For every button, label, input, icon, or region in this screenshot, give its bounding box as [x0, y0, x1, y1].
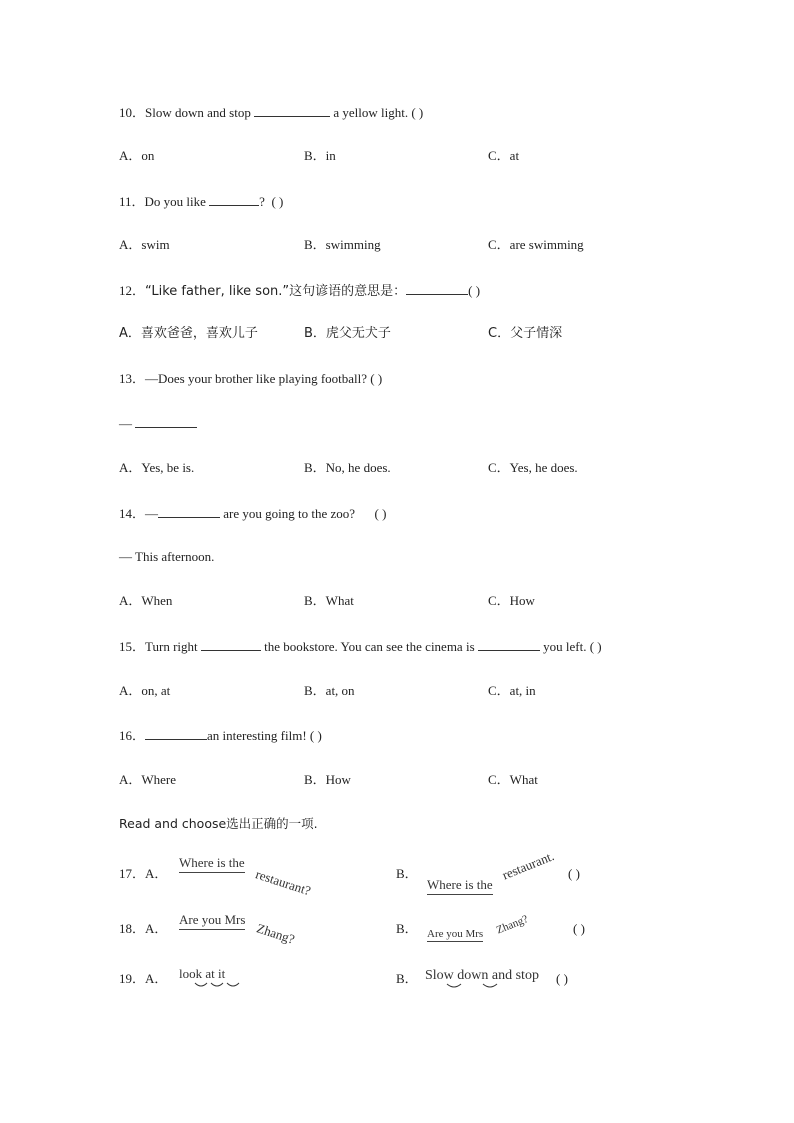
question-text: Do you like	[144, 194, 210, 209]
option-c[interactable]: C．How	[488, 593, 535, 608]
question-text: —Does your brother like playing football?	[145, 371, 368, 386]
question-text: —	[145, 506, 159, 521]
option-a[interactable]: A．swim	[119, 237, 170, 252]
question-number: 12．	[119, 283, 146, 298]
question-10	[119, 104, 423, 121]
question-text: ?	[259, 194, 265, 209]
answer-paren[interactable]: ( )	[271, 194, 284, 209]
answer-blank[interactable]	[158, 505, 220, 518]
question-19-label: 19．A．	[119, 971, 168, 986]
answer-paren[interactable]: ( )	[374, 506, 387, 521]
question-number: 15．	[119, 639, 146, 654]
answer-paren[interactable]: ( )	[309, 728, 322, 743]
answer-blank[interactable]	[478, 638, 540, 651]
option-b[interactable]: B．at, on	[304, 683, 355, 698]
handwriting-a-part2[interactable]: restaurant?	[253, 866, 313, 899]
option-a[interactable]: A．When	[119, 593, 173, 608]
option-b[interactable]: B．How	[304, 772, 351, 787]
question-number: 13．	[119, 371, 146, 386]
option-b[interactable]: B．No, he does.	[304, 460, 391, 475]
handwriting-b-part2[interactable]: restaurant.	[500, 848, 557, 883]
handwriting-a-part2[interactable]: Zhang?	[254, 920, 297, 947]
answer-paren[interactable]: ( )	[589, 639, 602, 654]
question-text: Turn right	[145, 639, 201, 654]
option-b[interactable]: B．虎父无犬子	[304, 326, 391, 341]
handwriting-b[interactable]	[425, 968, 539, 984]
answer-paren[interactable]: ( )	[370, 371, 383, 386]
question-number: 14．	[119, 506, 146, 521]
option-b[interactable]: B．swimming	[304, 237, 381, 252]
option-a[interactable]: A．on, at	[119, 683, 171, 698]
option-b-label: B．	[396, 921, 418, 936]
question-16	[119, 727, 322, 744]
option-c[interactable]: C．are swimming	[488, 237, 584, 252]
option-b[interactable]: B．in	[304, 148, 336, 163]
question-text: are you going to the zoo?	[220, 506, 356, 521]
question-text: an interesting film!	[207, 728, 307, 743]
handwriting-b-text: Slow down and stop	[425, 968, 539, 983]
option-c[interactable]: C．at	[488, 148, 520, 163]
liaison-marks-icon	[193, 982, 245, 990]
question-14	[119, 505, 386, 522]
question-12	[119, 282, 480, 300]
question-text: “Like father, like son.”这句谚语的意思是：	[145, 284, 407, 299]
answer-paren[interactable]: ( )	[568, 866, 580, 881]
question-11	[119, 193, 283, 210]
option-b-label: B．	[396, 971, 418, 986]
question-text: the bookstore. You can see the cinema is	[260, 639, 478, 654]
option-a[interactable]: A．Where	[119, 772, 177, 787]
question-text: a yellow light.	[330, 105, 409, 120]
option-c[interactable]: C．Yes, he does.	[488, 460, 578, 475]
option-a[interactable]: A．Yes, be is.	[119, 460, 195, 475]
option-c[interactable]: C．父子情深	[488, 326, 563, 341]
handwriting-a-part1[interactable]: Where is the	[179, 855, 245, 873]
answer-paren[interactable]: ( )	[573, 921, 585, 936]
option-a[interactable]: A．on	[119, 148, 155, 163]
question-number: 11．	[119, 194, 145, 209]
answer-blank[interactable]	[254, 104, 330, 117]
answer-paren[interactable]: ( )	[468, 283, 481, 298]
question-13	[119, 371, 382, 387]
option-b-label: B．	[396, 866, 418, 881]
question-text: Slow down and stop	[145, 105, 255, 120]
question-18-label: 18．A．	[119, 921, 168, 936]
reply-dash: —	[119, 416, 132, 431]
answer-paren[interactable]: ( )	[411, 105, 424, 120]
section-heading: Read and choose选出正确的一项.	[119, 816, 318, 831]
option-b[interactable]: B．What	[304, 593, 354, 608]
option-c[interactable]: C．What	[488, 772, 538, 787]
option-c[interactable]: C．at, in	[488, 683, 536, 698]
question-text: you left.	[539, 639, 587, 654]
reply-line: — This afternoon.	[119, 549, 215, 564]
answer-blank[interactable]	[406, 282, 468, 295]
liaison-marks-icon	[445, 983, 505, 991]
answer-blank[interactable]	[209, 193, 259, 206]
answer-paren[interactable]: ( )	[556, 971, 568, 986]
handwriting-a-part1[interactable]: Are you Mrs	[179, 912, 245, 930]
answer-blank[interactable]	[145, 727, 207, 740]
question-number: 16．	[119, 728, 146, 743]
question-number: 10．	[119, 105, 146, 120]
handwriting-b-part1[interactable]: Where is the	[427, 877, 493, 895]
handwriting-b-part2[interactable]: Zhang?	[494, 913, 530, 937]
answer-blank[interactable]	[135, 415, 197, 428]
handwriting-b-part1[interactable]: Are you Mrs	[427, 928, 484, 940]
question-15	[119, 638, 602, 655]
handwriting-a[interactable]	[179, 966, 225, 982]
question-17-label: 17．A．	[119, 866, 168, 881]
handwriting-a-text: look at it	[179, 966, 226, 981]
reply-line	[119, 415, 197, 432]
answer-blank[interactable]	[201, 638, 261, 651]
option-a[interactable]: A．喜欢爸爸，喜欢儿子	[119, 326, 258, 341]
